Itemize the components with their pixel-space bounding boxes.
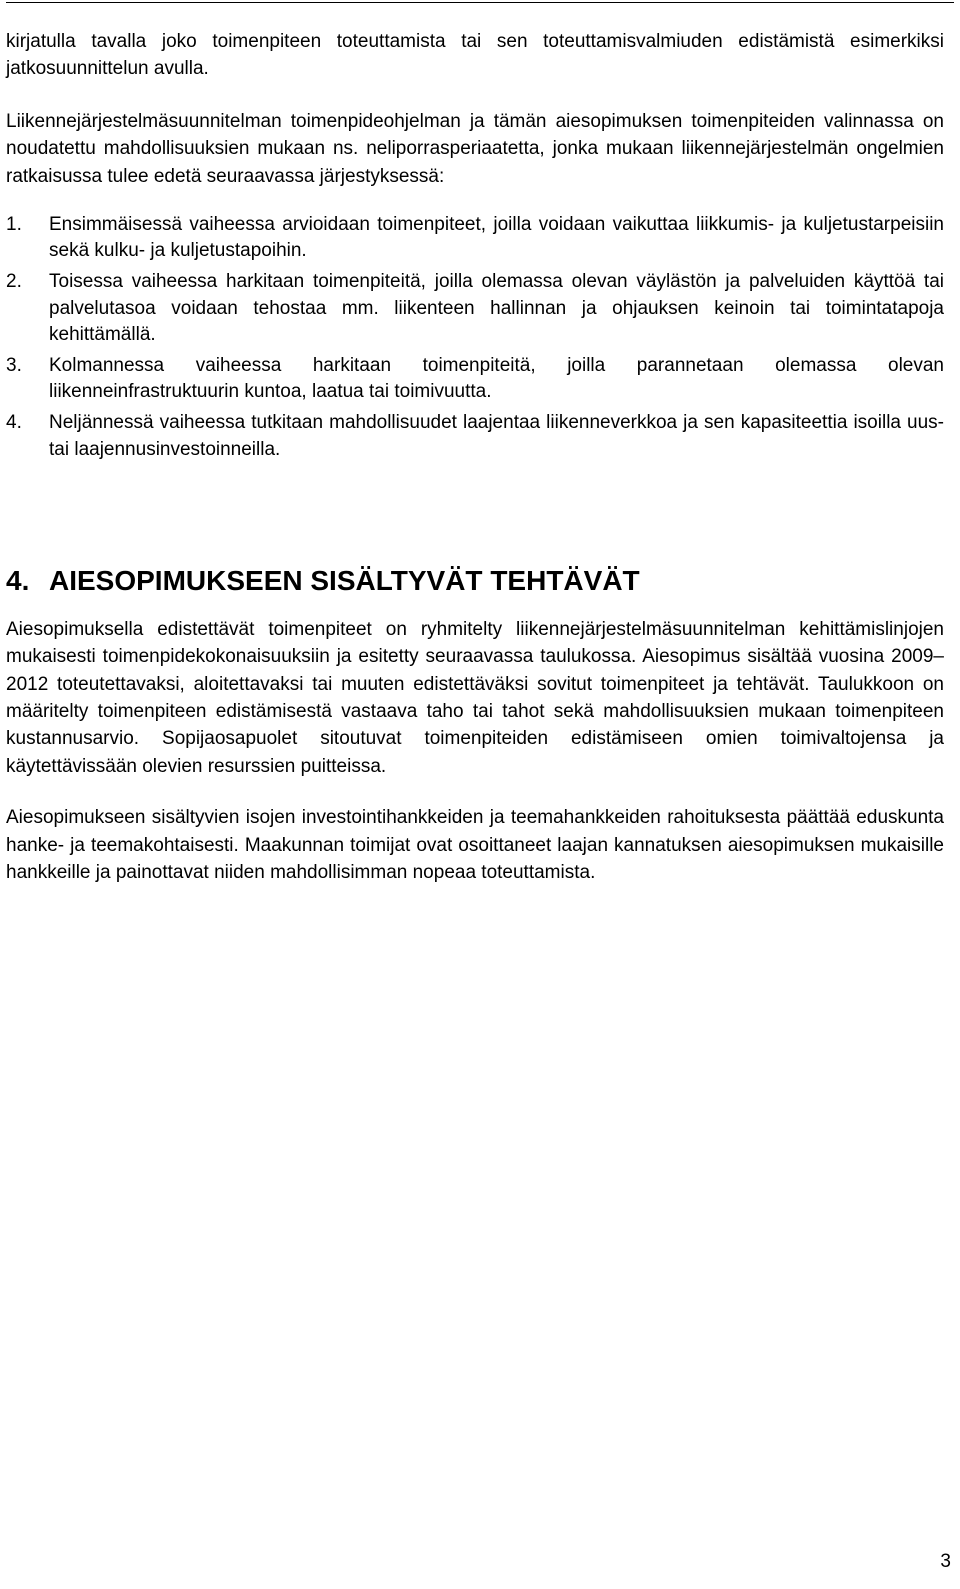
list-item-text: Ensimmäisessä vaiheessa arvioidaan toimenpiteet, joilla voidaan vaikuttaa liikkumis- ja kuljetustarpeisiin sekä kulku- ja kuljetustapoihin.: [49, 214, 944, 262]
section-paragraph: Aiesopimuksella edistettävät toimenpiteet on ryhmitelty liikennejärjestelmäsuunnitelman kehittämislinjojen mukaisesti toimenpidekokonaisuuksiin ja esitetty seuraavassa taulukossa. Aiesopimus sisältää vuosina 2009–2012 toteutettavaksi, aloitettavaksi tai muuten edistettäväksi sovitut toimenpiteet ja tehtävät. Taulukkoon on määritelty toimenpiteen edistämisestä vastaava taho tai tahot sekä mahdollisuuksien mukaan toimenpiteen kustannusarvio. Sopijaosapuolet sitoutuvat toimenpiteiden edistämiseen omien toimivaltojensa ja käytettävissään olevien resurssien puitteissa.: [6, 618, 944, 777]
section-title: AIESOPIMUKSEEN SISÄLTYVÄT TEHTÄVÄT: [49, 564, 640, 596]
list-item-number: 3.: [6, 355, 22, 377]
intro-paragraph-principle: Liikennejärjestelmäsuunnitelman toimenpideohjelman ja tämän aiesopimuksen toimenpiteiden valinnassa on noudatettu mahdollisuuksien mukaan ns. neliporrasperiaatetta, jonka mukaan liikennejärjestelmän ongelmien ratkaisussa tulee edetä seuraavassa järjestyksessä:: [6, 110, 944, 187]
four-step-list: [6, 212, 944, 463]
list-item-number: 4.: [6, 412, 22, 434]
list-item: [6, 353, 944, 405]
header-rule: [6, 2, 954, 3]
list-item: [6, 269, 944, 348]
list-item-number: 1.: [6, 214, 22, 236]
page-number: 3: [940, 1551, 951, 1572]
section-number: 4.: [6, 564, 30, 596]
document-page: [6, 28, 944, 887]
section-paragraph: Aiesopimukseen sisältyvien isojen investointihankkeiden ja teemahankkeiden rahoituksesta päättää eduskunta hanke- ja teemakohtaisesti. Maakunnan toimijat ovat osoittaneet laajan kannatuksen aiesopimuksen mukaisille hankkeille ja painottavat niiden mahdollisimman nopeaa toteuttamista.: [6, 807, 944, 884]
list-item-text: Kolmannessa vaiheessa harkitaan toimenpiteitä, joilla parannetaan olemassa olevan liikenneinfrastruktuurin kuntoa, laatua tai toimivuutta.: [49, 355, 944, 403]
list-item: [6, 410, 944, 462]
list-item-text: Neljännessä vaiheessa tutkitaan mahdollisuudet laajentaa liikenneverkkoa ja sen kapasiteettia isoilla uus- tai laajennusinvestoinneilla.: [49, 412, 944, 460]
list-item-text: Toisessa vaiheessa harkitaan toimenpiteitä, joilla olemassa olevan väylästön ja palveluiden käyttöä tai palvelutasoa voidaan tehostaa mm. liikenteen hallinnan ja ohjauksen keinoin tai toimintatapoja kehittämällä.: [49, 271, 944, 345]
section-heading: [6, 564, 944, 598]
list-item: [6, 212, 944, 264]
intro-paragraph-continued: kirjatulla tavalla joko toimenpiteen toteuttamista tai sen toteuttamisvalmiuden edistämistä esimerkiksi jatkosuunnittelun avulla.: [6, 31, 944, 80]
list-item-number: 2.: [6, 271, 22, 293]
